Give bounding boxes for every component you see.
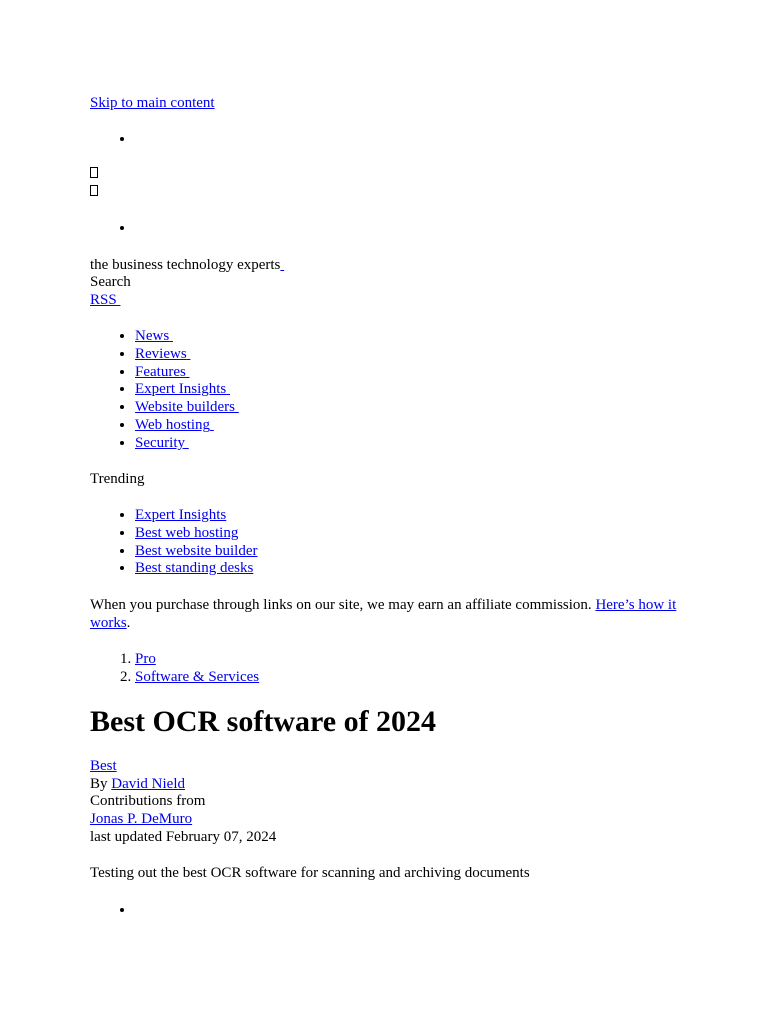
nav-link-label: Features [135,363,186,380]
search-button[interactable]: Search [90,274,131,290]
nav-link-website-builders[interactable] [135,399,239,415]
affiliate-period: . [126,615,131,631]
trending-item [135,524,257,542]
rss-link[interactable] [90,291,120,309]
menu-icon[interactable] [90,164,98,182]
trending-link-best-web-hosting[interactable]: Best web hosting [135,524,239,541]
close-icon[interactable] [90,182,98,200]
trending-item [135,559,257,577]
nav-link-label: News [135,328,170,344]
nav-item-web-hosting [135,416,239,434]
trending-link-best-website-builder[interactable]: Best website builder [135,542,258,559]
main-nav [90,327,239,452]
affiliate-how-it-works-link[interactable]: Here’s how it works [90,597,677,631]
nav-link-label: Website builders [135,399,236,416]
trending-item [135,542,257,560]
nav-item-security [135,434,239,452]
nav-link-label: Security [135,434,185,451]
nav-item-reviews [135,345,239,363]
affiliate-disclosure [90,596,680,632]
affiliate-text: When you purchase through links on our site, we may earn an affiliate commission. [90,597,596,613]
tagline [90,256,284,274]
nav-item-features [135,363,239,381]
nav-item-website-builders [135,398,239,416]
logo-link[interactable] [280,257,284,273]
nav-link-reviews[interactable] [135,346,190,362]
nav-item-news [135,327,239,345]
nav-link-expert-insights[interactable] [135,381,230,397]
trending-heading: Trending [90,471,145,487]
share-list [90,901,135,919]
breadcrumb-link-pro[interactable]: Pro [135,651,156,667]
article-subtitle: Testing out the best OCR software for scanning and archiving documents [90,865,530,881]
byline-prefix: By [90,776,112,792]
nav-link-news[interactable] [135,328,173,344]
nav-item-expert-insights [135,380,239,398]
nav-link-features[interactable] [135,364,190,380]
last-updated: last updated February 07, 2024 [90,829,277,845]
nav-link-web-hosting[interactable] [135,417,214,433]
breadcrumb-link-software-services[interactable]: Software & Services [135,669,260,685]
breadcrumb-item [135,650,259,668]
trending-link-expert-insights[interactable]: Expert Insights [135,507,227,523]
trending-link-best-standing-desks[interactable]: Best standing desks [135,560,254,577]
byline [90,775,185,793]
author-link[interactable]: David Nield [111,776,185,792]
header-empty-list-1 [90,130,135,148]
breadcrumb [90,650,259,686]
nav-link-security[interactable] [135,435,189,451]
article-title: Best OCR software of 2024 [90,705,437,738]
skip-to-main-content-link[interactable]: Skip to main content [90,95,215,111]
contributor-link[interactable]: Jonas P. DeMuro [90,811,193,827]
nav-link-label: Web hosting [135,416,211,433]
breadcrumb-item [135,668,259,686]
contributions-label: Contributions from [90,793,206,809]
trending-list [90,506,257,577]
nav-link-label: Reviews [135,345,187,362]
nav-link-label: Expert Insights [135,381,227,398]
rss-label: RSS [90,292,117,308]
tagline-text: the business technology experts [90,257,281,273]
trending-item [135,506,257,524]
header-empty-list-2 [90,219,135,237]
category-link[interactable]: Best [90,758,117,774]
